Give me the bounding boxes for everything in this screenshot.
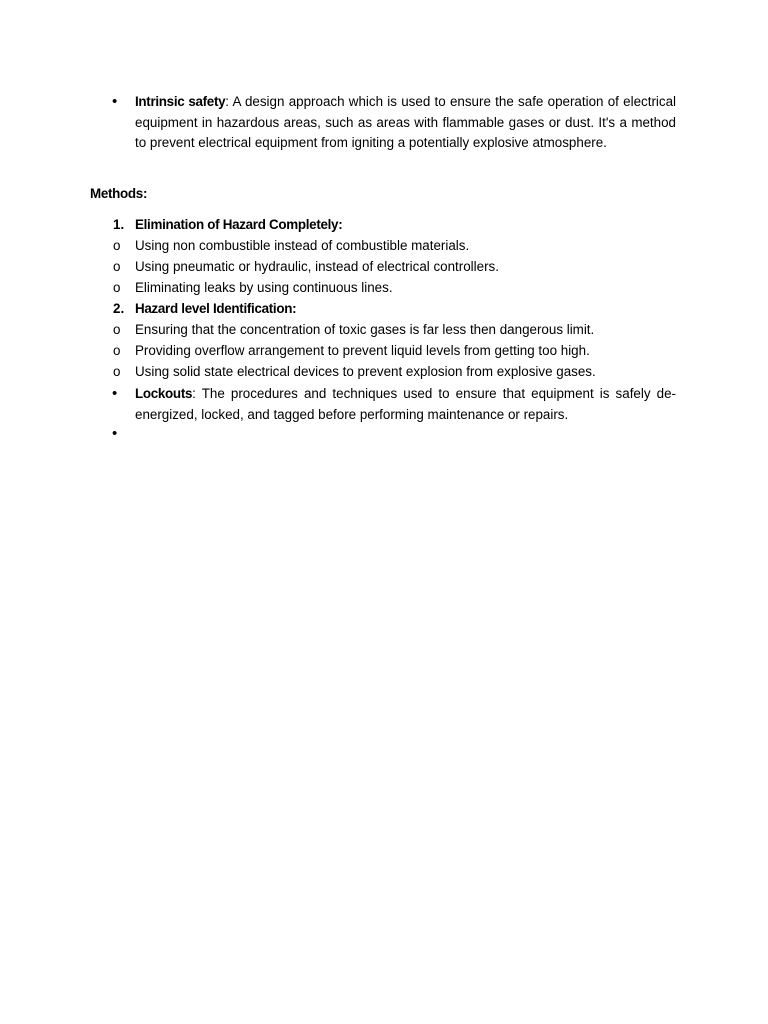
- bullet-marker: •: [112, 385, 118, 402]
- method-number: 1.: [113, 217, 125, 232]
- method-number: 2.: [113, 301, 125, 316]
- intrinsic-safety-paragraph: [135, 92, 676, 154]
- sub-bullet-marker: o: [113, 343, 121, 358]
- sub-bullet-marker: o: [113, 259, 121, 274]
- bullet-marker: •: [112, 93, 118, 110]
- sub-bullet-marker: o: [113, 238, 121, 253]
- sub-bullet-marker: o: [113, 364, 121, 379]
- method-point: Ensuring that the concentration of toxic gases is far less then dangerous limit.: [135, 322, 595, 337]
- method-point: Providing overflow arrangement to prevent liquid levels from getting too high.: [135, 343, 590, 358]
- method-point: Eliminating leaks by using continuous lines.: [135, 280, 393, 295]
- sub-bullet-marker: o: [113, 322, 121, 337]
- lockouts-paragraph: [135, 384, 676, 425]
- method-point: Using pneumatic or hydraulic, instead of electrical controllers.: [135, 259, 499, 274]
- sub-bullet-marker: o: [113, 280, 121, 295]
- term-lockouts: Lockouts: [135, 386, 193, 401]
- bullet-marker: •: [112, 425, 118, 442]
- methods-heading: Methods:: [90, 186, 148, 201]
- method-point: Using solid state electrical devices to prevent explosion from explosive gases.: [135, 364, 596, 379]
- method-point: Using non combustible instead of combustible materials.: [135, 238, 470, 253]
- intrinsic-safety-definition: : A design approach which is used to ensure the safe operation of electrical equipment in hazardous areas, such as areas with flammable gases or dust. It's a method to prevent electrical equipment from igniting a potentially explosive atmosphere.: [135, 94, 677, 150]
- term-intrinsic-safety: Intrinsic safety: [135, 94, 226, 109]
- lockouts-definition: : The procedures and techniques used to ensure that equipment is safely de-energized, locked, and tagged before performing maintenance or repairs.: [135, 386, 676, 422]
- method-title: Hazard level Identification:: [135, 301, 297, 316]
- method-title: Elimination of Hazard Completely:: [135, 217, 343, 232]
